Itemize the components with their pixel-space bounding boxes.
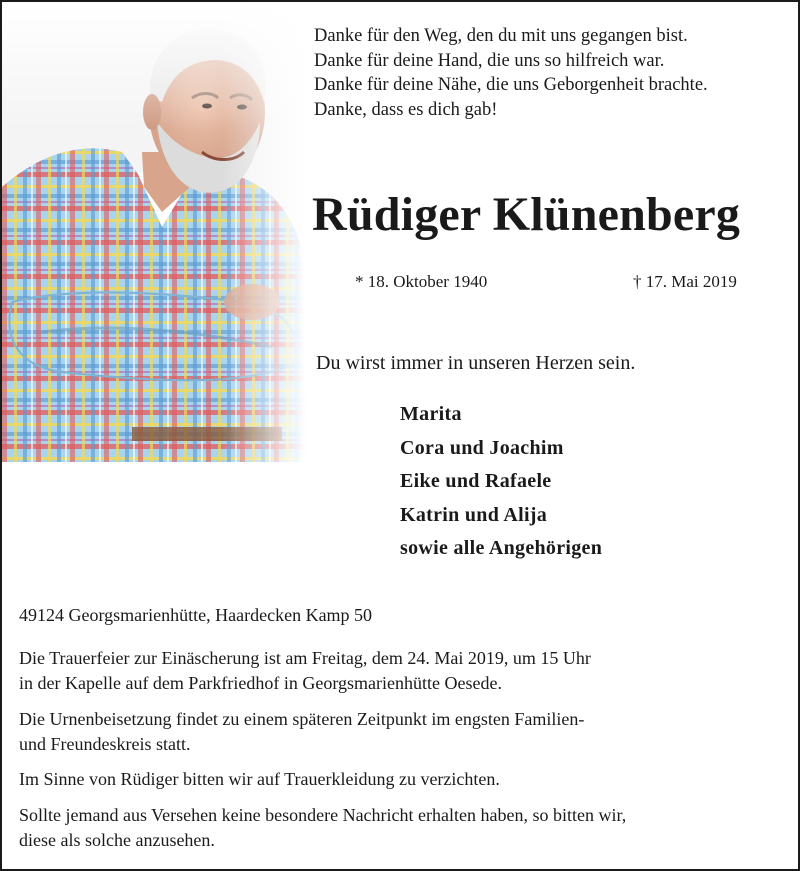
family-list bbox=[400, 398, 602, 566]
notice-line: diese als solche anzusehen. bbox=[19, 829, 215, 850]
poem bbox=[314, 24, 794, 122]
poem-line: Danke, dass es dich gab! bbox=[314, 99, 498, 120]
death-date: † 17. Mai 2019 bbox=[633, 272, 737, 291]
urn-line: und Freundeskreis statt. bbox=[19, 733, 191, 754]
portrait-photo bbox=[2, 2, 307, 462]
memorial-motto: Du wirst immer in unseren Herzen sein. bbox=[316, 352, 636, 374]
ceremony-line: Die Trauerfeier zur Einäscherung ist am Freitag, dem 24. Mai 2019, um 15 Uhr bbox=[19, 648, 591, 668]
urn-line: Die Urnenbeisetzung findet zu einem späteren Zeitpunkt im engsten Familien- bbox=[19, 709, 585, 729]
family-member: Cora und Joachim bbox=[400, 436, 564, 459]
notice-line: Sollte jemand aus Versehen keine besondere Nachricht erhalten haben, so bitten wir, bbox=[19, 805, 627, 825]
ceremony-notice bbox=[19, 646, 794, 695]
family-address: 49124 Georgsmarienhütte, Haardecken Kamp 50 bbox=[19, 605, 373, 625]
family-member: Katrin und Alija bbox=[400, 503, 548, 526]
birth-date: * 18. Oktober 1940 bbox=[355, 272, 488, 291]
poem-line: Danke für deine Hand, die uns so hilfreich war. bbox=[314, 50, 665, 71]
family-member: sowie alle Angehörigen bbox=[400, 537, 603, 559]
ceremony-line: in der Kapelle auf dem Parkfriedhof in Georgsmarienhütte Oesede. bbox=[19, 672, 502, 693]
missed-notice bbox=[19, 803, 794, 852]
family-member: Marita bbox=[400, 403, 462, 425]
clothing-notice bbox=[19, 767, 794, 792]
family-member: Eike und Rafaele bbox=[400, 470, 552, 492]
poem-line: Danke für deine Nähe, die uns Geborgenheit brachte. bbox=[314, 75, 708, 95]
urn-burial-notice bbox=[19, 707, 794, 756]
poem-line: Danke für den Weg, den du mit uns gegangen bist. bbox=[314, 26, 688, 46]
deceased-name: Rüdiger Klünenberg bbox=[312, 188, 741, 241]
clothing-line: Im Sinne von Rüdiger bitten wir auf Trauerkleidung zu verzichten. bbox=[19, 769, 500, 789]
